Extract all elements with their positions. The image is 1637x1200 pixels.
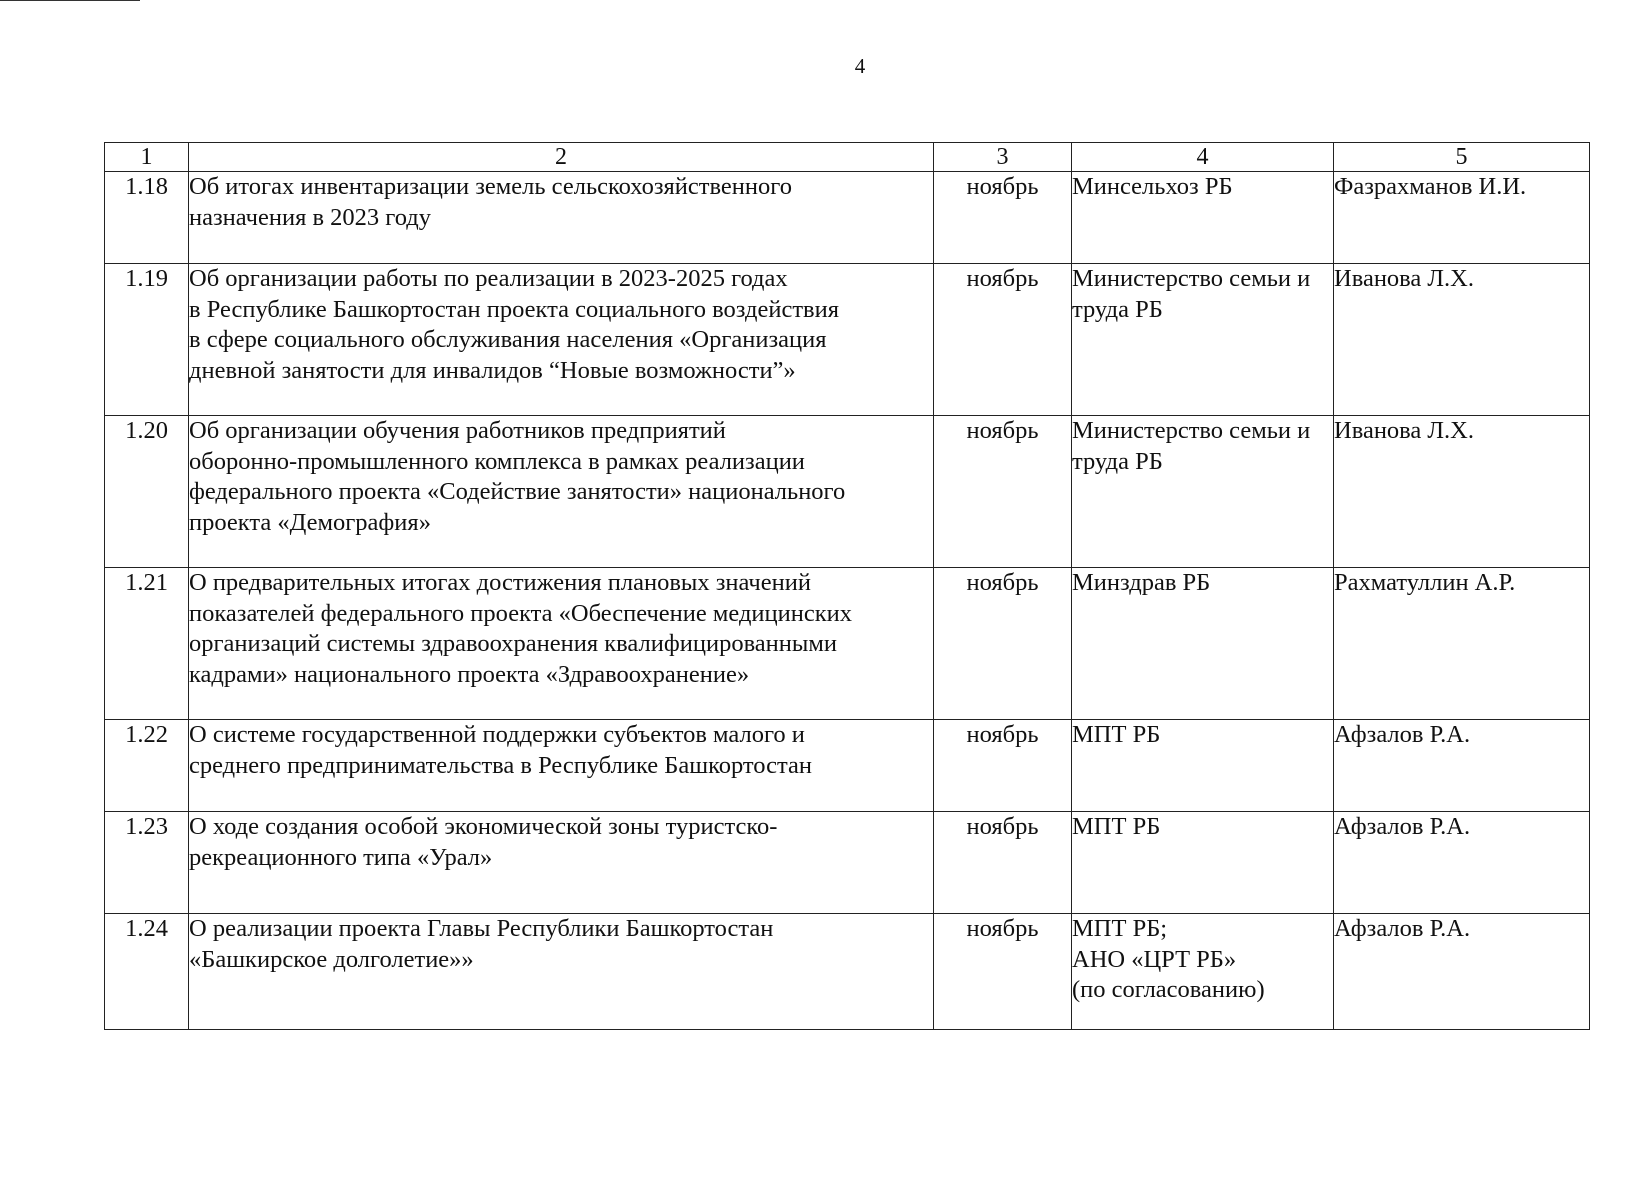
row-title: О реализации проекта Главы Республики Башкортостан «Башкирское долголетие»» bbox=[189, 914, 934, 1030]
top-edge-rule bbox=[0, 0, 140, 1]
row-month: ноябрь bbox=[934, 720, 1072, 812]
row-number: 1.24 bbox=[105, 914, 189, 1030]
row-month: ноябрь bbox=[934, 264, 1072, 416]
row-executor: Минсельхоз РБ bbox=[1072, 172, 1334, 264]
row-title: Об организации обучения работников предприятий оборонно-промышленного комплекса в рамках реализации федерального проекта «Содействие занятости» национального проекта «Демография» bbox=[189, 416, 934, 568]
row-title: О предварительных итогах достижения плановых значений показателей федерального проекта «Обеспечение медицинских организаций системы здравоохранения квалифицированными кадрами» национального проекта «Здравоохранение» bbox=[189, 568, 934, 720]
plan-table bbox=[104, 142, 1590, 1030]
row-executor: МПТ РБ; АНО «ЦРТ РБ» (по согласованию) bbox=[1072, 914, 1334, 1030]
column-header-responsible: 5 bbox=[1334, 143, 1590, 172]
row-responsible: Иванова Л.Х. bbox=[1334, 416, 1590, 568]
table-row bbox=[105, 416, 1590, 568]
page-number: 4 bbox=[854, 54, 866, 78]
table-row bbox=[105, 812, 1590, 914]
column-header-month: 3 bbox=[934, 143, 1072, 172]
row-number: 1.23 bbox=[105, 812, 189, 914]
row-executor: МПТ РБ bbox=[1072, 720, 1334, 812]
row-title: Об итогах инвентаризации земель сельскохозяйственного назначения в 2023 году bbox=[189, 172, 934, 264]
column-header-number: 1 bbox=[105, 143, 189, 172]
row-month: ноябрь bbox=[934, 812, 1072, 914]
row-responsible: Афзалов Р.А. bbox=[1334, 914, 1590, 1030]
row-number: 1.19 bbox=[105, 264, 189, 416]
row-executor: Минздрав РБ bbox=[1072, 568, 1334, 720]
row-number: 1.22 bbox=[105, 720, 189, 812]
column-header-title: 2 bbox=[189, 143, 934, 172]
row-title: О системе государственной поддержки субъектов малого и среднего предпринимательства в Республике Башкортостан bbox=[189, 720, 934, 812]
table-row bbox=[105, 720, 1590, 812]
row-month: ноябрь bbox=[934, 172, 1072, 264]
row-responsible: Иванова Л.Х. bbox=[1334, 264, 1590, 416]
column-header-executor: 4 bbox=[1072, 143, 1334, 172]
row-responsible: Афзалов Р.А. bbox=[1334, 812, 1590, 914]
row-executor: МПТ РБ bbox=[1072, 812, 1334, 914]
row-number: 1.20 bbox=[105, 416, 189, 568]
row-number: 1.18 bbox=[105, 172, 189, 264]
row-title: Об организации работы по реализации в 2023-2025 годах в Республике Башкортостан проекта социального воздействия в сфере социального обслуживания населения «Организация дневной занятости для инвалидов “Новые возможности”» bbox=[189, 264, 934, 416]
row-responsible: Афзалов Р.А. bbox=[1334, 720, 1590, 812]
row-title: О ходе создания особой экономической зоны туристско- рекреационного типа «Урал» bbox=[189, 812, 934, 914]
row-month: ноябрь bbox=[934, 568, 1072, 720]
row-responsible: Фазрахманов И.И. bbox=[1334, 172, 1590, 264]
row-month: ноябрь bbox=[934, 914, 1072, 1030]
table-row bbox=[105, 264, 1590, 416]
row-executor: Министерство семьи и труда РБ bbox=[1072, 416, 1334, 568]
table-row bbox=[105, 568, 1590, 720]
row-number: 1.21 bbox=[105, 568, 189, 720]
table-row bbox=[105, 172, 1590, 264]
row-month: ноябрь bbox=[934, 416, 1072, 568]
table-header-row bbox=[105, 143, 1590, 172]
row-executor: Министерство семьи и труда РБ bbox=[1072, 264, 1334, 416]
row-responsible: Рахматуллин А.Р. bbox=[1334, 568, 1590, 720]
table-row bbox=[105, 914, 1590, 1030]
